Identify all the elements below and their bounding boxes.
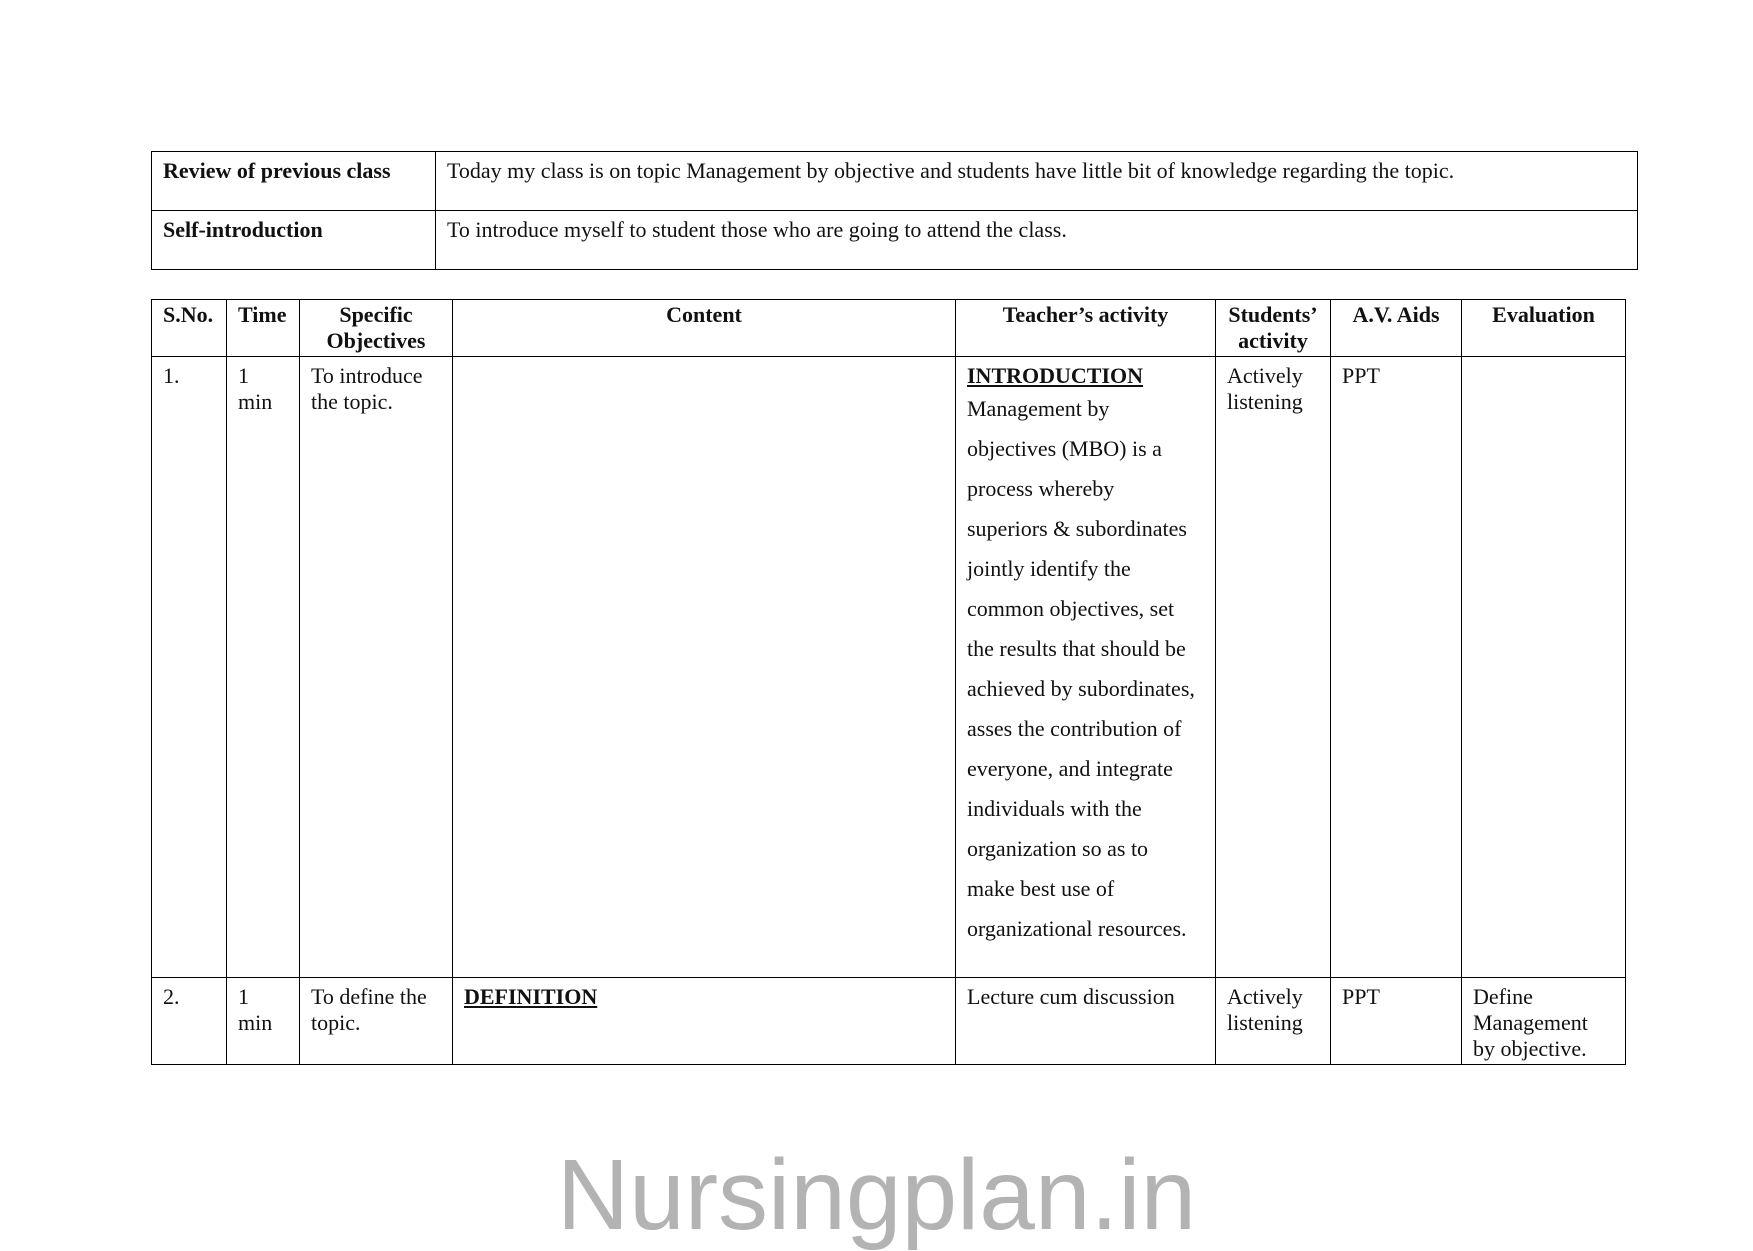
self-intro-row — [152, 211, 1638, 270]
lesson-plan-table — [151, 299, 1626, 1065]
row-content — [453, 978, 956, 1065]
review-table — [151, 151, 1638, 270]
teacher-line: individuals with the — [967, 796, 1142, 821]
row-objective: To introduce the topic. — [300, 357, 453, 978]
introduction-heading: INTRODUCTION — [967, 363, 1144, 388]
row-sno: 1. — [152, 357, 227, 978]
watermark: Nursingplan.in — [556, 1139, 1197, 1251]
header-students-activity: Students’ activity — [1216, 300, 1331, 357]
header-sno: S.No. — [152, 300, 227, 357]
row-teacher-activity: Lecture cum discussion — [956, 978, 1216, 1065]
teacher-line: organizational resources. — [967, 916, 1187, 941]
teacher-line: common objectives, set — [967, 596, 1175, 621]
header-objectives: Specific Objectives — [300, 300, 453, 357]
self-intro-label: Self-introduction — [152, 211, 436, 270]
teacher-line: make best use of — [967, 876, 1115, 901]
header-evaluation: Evaluation — [1462, 300, 1626, 357]
header-row — [152, 300, 1626, 357]
row-content — [453, 357, 956, 978]
teacher-line: asses the contribution of — [967, 716, 1182, 741]
header-av-aids: A.V. Aids — [1331, 300, 1462, 357]
teacher-line: Management by — [967, 396, 1110, 421]
row-evaluation: Define Management by objective. — [1462, 978, 1626, 1065]
teacher-line: the results that should be — [967, 636, 1186, 661]
row-av-aids: PPT — [1331, 357, 1462, 978]
row-time: 1 min — [227, 357, 300, 978]
header-teacher-activity: Teacher’s activity — [956, 300, 1216, 357]
table-row — [152, 978, 1626, 1065]
teacher-line: objectives (MBO) is a — [967, 436, 1162, 461]
teacher-line: process whereby — [967, 476, 1115, 501]
teacher-line: jointly identify the — [967, 556, 1131, 581]
table-row — [152, 357, 1626, 978]
header-time: Time — [227, 300, 300, 357]
header-content: Content — [453, 300, 956, 357]
teacher-line: everyone, and integrate — [967, 756, 1173, 781]
row-av-aids: PPT — [1331, 978, 1462, 1065]
review-row — [152, 152, 1638, 211]
review-text: Today my class is on topic Management by objective and students have little bit of knowledge regarding the topic. — [436, 152, 1638, 211]
row-teacher-activity — [956, 357, 1216, 978]
self-intro-text: To introduce myself to student those who are going to attend the class. — [436, 211, 1638, 270]
row-students-activity: Actively listening — [1216, 357, 1331, 978]
teacher-line: organization so as to — [967, 836, 1149, 861]
row-sno: 2. — [152, 978, 227, 1065]
review-label: Review of previous class — [152, 152, 436, 211]
row-time: 1 min — [227, 978, 300, 1065]
row-students-activity: Actively listening — [1216, 978, 1331, 1065]
row-objective: To define the topic. — [300, 978, 453, 1065]
row-evaluation — [1462, 357, 1626, 978]
teacher-line: superiors & subordinates — [967, 516, 1187, 541]
definition-heading: DEFINITION — [464, 984, 598, 1009]
teacher-line: achieved by subordinates, — [967, 676, 1195, 701]
